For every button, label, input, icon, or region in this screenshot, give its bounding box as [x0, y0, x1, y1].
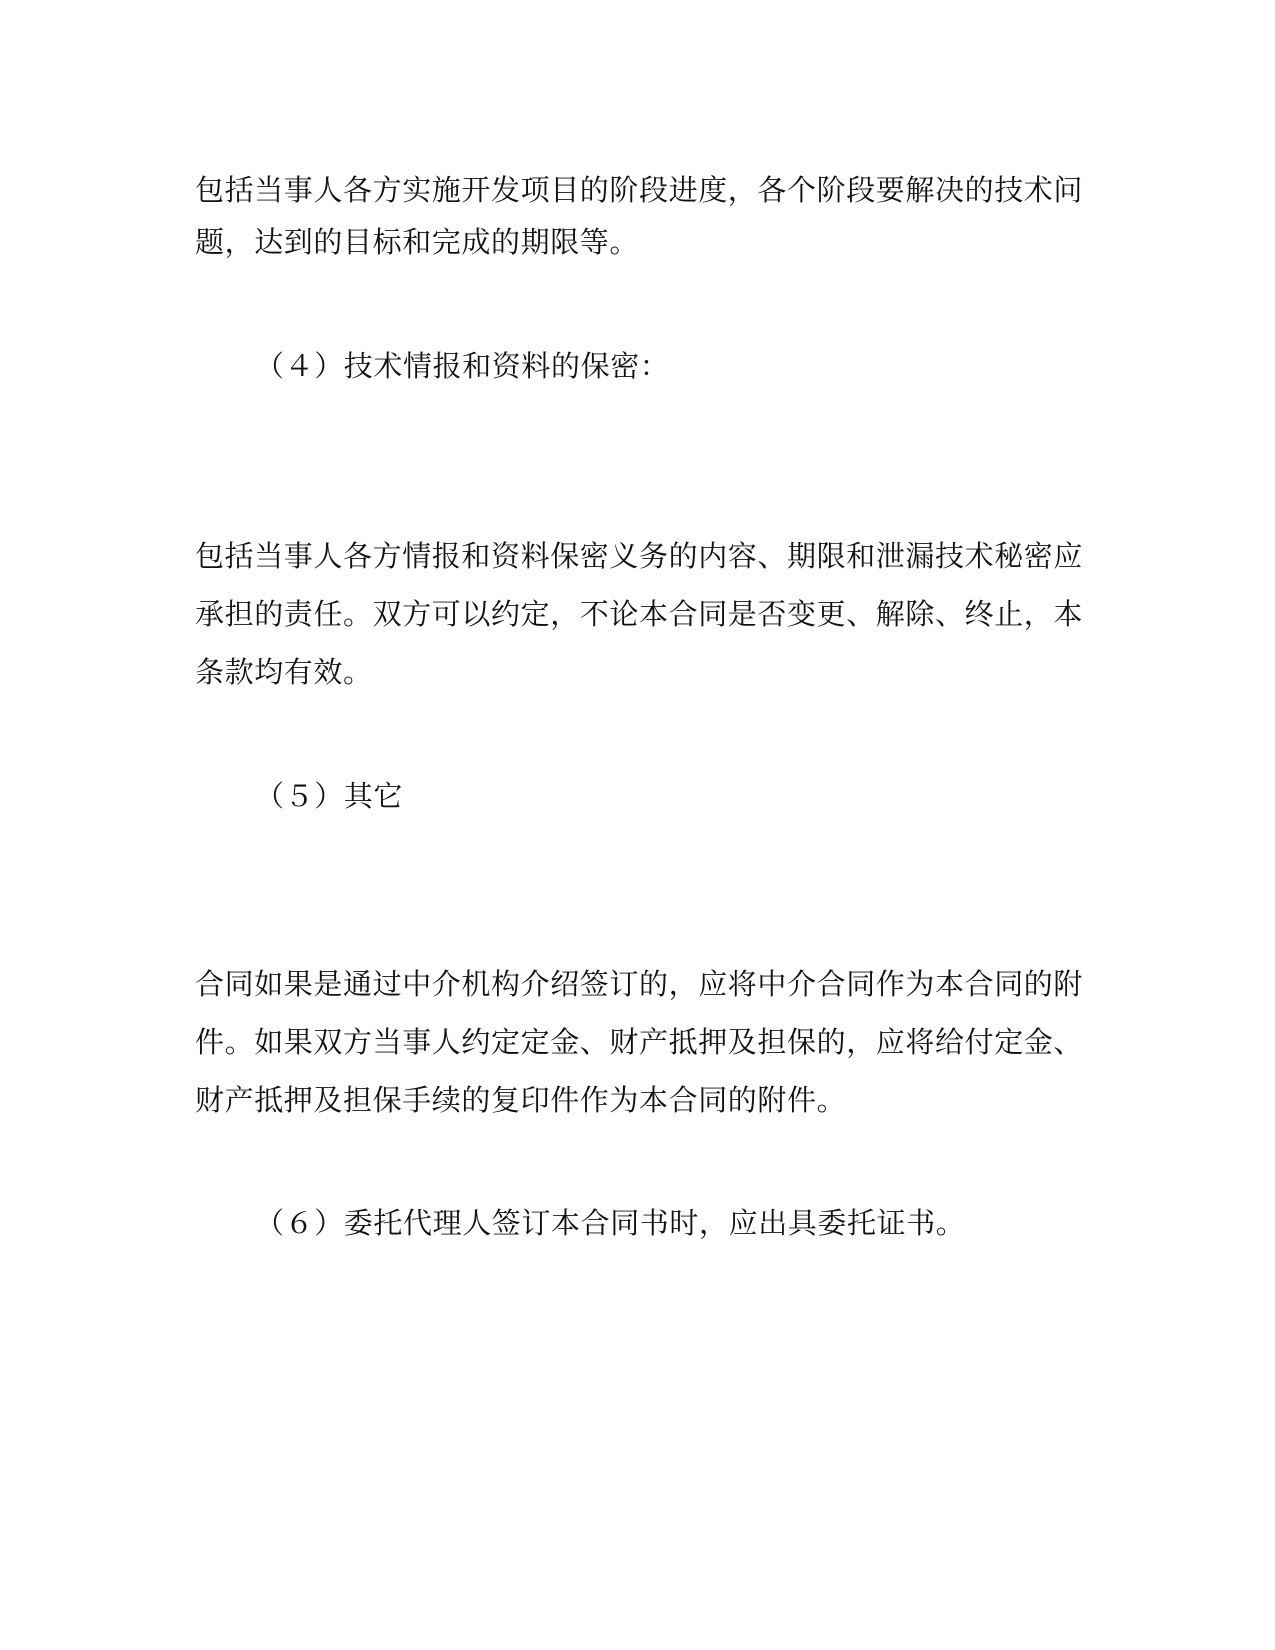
paragraph-line: 财产抵押及担保手续的复印件作为本合同的附件。 [195, 1083, 847, 1117]
paragraph-line: 承担的责任。双方可以约定，不论本合同是否变更、解除、终止，本 [195, 597, 1084, 631]
paragraph-line: 包括当事人各方实施开发项目的阶段进度，各个阶段要解决的技术问 [195, 173, 1084, 207]
paragraph-line: 合同如果是通过中介机构介绍签订的，应将中介合同作为本合同的附 [195, 967, 1084, 1001]
paragraph-line: 题，达到的目标和完成的期限等。 [195, 225, 640, 259]
paragraph-line: 条款均有效。 [195, 655, 373, 689]
paragraph-line: 件。如果双方当事人约定定金、财产抵押及担保的，应将给付定金、 [195, 1025, 1084, 1059]
section-heading: （５）其它 [255, 779, 404, 813]
section-heading: （４）技术情报和资料的保密： [255, 349, 670, 383]
section-heading: （６）委托代理人签订本合同书时，应出具委托证书。 [255, 1206, 966, 1240]
paragraph-line: 包括当事人各方情报和资料保密义务的内容、期限和泄漏技术秘密应 [195, 539, 1084, 573]
